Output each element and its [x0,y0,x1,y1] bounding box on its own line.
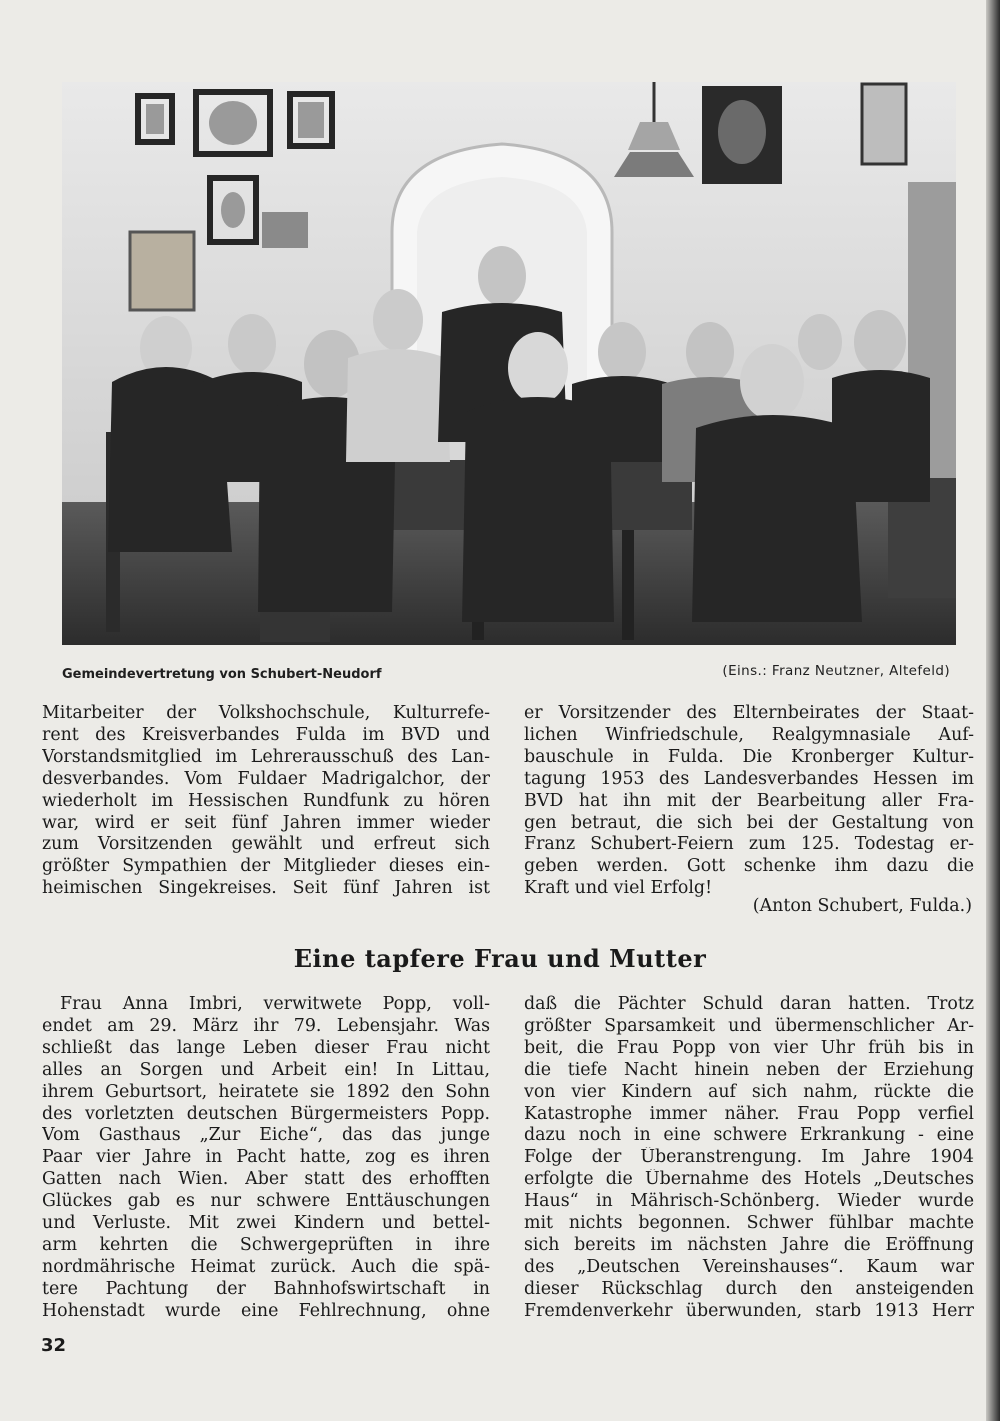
text-line: ihrem Geburtsort, heiratete sie 1892 den Sohn [42,1081,490,1102]
article-heading: Eine tapfere Frau und Mutter [293,944,707,973]
text-line: dieser Rückschlag durch den ansteigenden [524,1278,974,1299]
text-line: Mitarbeiter der Volkshochschule, Kulturrefe- [42,703,490,723]
text-line: schließt das lange Leben dieser Frau nicht [42,1037,490,1058]
text-line: rent des Kreisverbandes Fulda im BVD und [42,724,490,745]
text-line: des „Deutschen Vereinshauses“. Kaum war [524,1256,974,1277]
text-line: größter Sympathien der Mitglieder dieses ein- [42,856,490,877]
article1-column-left [42,703,490,900]
text-line: zum Vorsitzenden gewählt und erfreut sich [42,834,490,855]
photo-caption: Gemeindevertretung von Schubert-Neudorf [62,667,382,682]
text-line: geben werden. Gott schenke ihm dazu die [524,856,974,877]
text-line: Vom Gasthaus „Zur Eiche“, das das junge [42,1125,490,1146]
text-line: erfolgte die Übernahme des Hotels „Deutsches [524,1169,974,1190]
text-line: Glückes gab es nur schwere Enttäuschungen [42,1191,490,1212]
text-line: alles an Sorgen und Arbeit ein! In Littau, [42,1059,490,1080]
text-line: bauschule in Fulda. Die Kronberger Kultur- [524,746,974,767]
text-line: lichen Winfriedschule, Realgymnasiale Auf- [524,724,974,745]
text-line: sich bereits im nächsten Jahre die Eröffnung [524,1234,974,1255]
text-line: daß die Pächter Schuld daran hatten. Trotz [524,994,974,1014]
text-line: tere Pachtung der Bahnhofswirtschaft in [42,1278,490,1299]
group-photo [62,82,956,645]
text-line: desverbandes. Vom Fuldaer Madrigalchor, der [42,768,490,789]
text-line: Folge der Überanstrengung. Im Jahre 1904 [524,1147,974,1168]
text-line: Fremdenverkehr überwunden, starb 1913 Herr [524,1300,974,1321]
text-line: Haus“ in Mährisch-Schönberg. Wieder wurde [524,1191,974,1212]
text-line: tagung 1953 des Landesverbandes Hessen im [524,768,974,789]
text-line: mit nichts begonnen. Schwer fühlbar machte [524,1213,974,1234]
text-line: endet am 29. März ihr 79. Lebensjahr. Was [42,1015,490,1036]
page-number: 32 [41,1335,67,1356]
text-line: BVD hat ihn mit der Bearbeitung aller Fra- [524,790,974,811]
text-line: Frau Anna Imbri, verwitwete Popp, voll- [60,994,490,1014]
text-line: dazu noch in eine schwere Erkrankung - eine [524,1125,974,1146]
text-line: Gatten nach Wien. Aber statt des erhofften [42,1169,490,1190]
article2-column-right [524,994,974,1323]
text-line: von vier Kindern auf sich nahm, rückte die [524,1081,974,1102]
text-line: Franz Schubert-Feiern zum 125. Todestag er- [524,834,974,855]
text-line: nordmährische Heimat zurück. Auch die spä- [42,1256,490,1277]
text-line: die tiefe Nacht hinein neben der Erziehung [524,1059,974,1080]
text-line: gen betraut, die sich bei der Gestaltung von [524,812,974,833]
text-line: Katastrophe immer näher. Frau Popp verfiel [524,1103,974,1124]
text-line: und Verluste. Mit zwei Kindern und bettel- [42,1213,490,1234]
text-line: Paar vier Jahre in Pacht hatte, zog es ihren [42,1147,490,1168]
group-photo-illustration [62,82,956,645]
text-line: beit, die Frau Popp von vier Uhr früh bis in [524,1037,974,1058]
text-line: heimischen Singekreises. Seit fünf Jahren ist [42,878,490,899]
text-line: wiederholt im Hessischen Rundfunk zu hören [42,790,490,811]
text-line: Hohenstadt wurde eine Fehlrechnung, ohne [42,1300,490,1321]
article2-column-left [42,994,490,1323]
page-edge-shadow [986,0,1000,1421]
text-line: Vorstandsmitglied im Lehrerausschuß des Lan- [42,746,490,767]
text-line: er Vorsitzender des Elternbeirates der Staat- [524,703,974,723]
article1-column-right [524,703,974,900]
text-line: größter Sparsamkeit und übermenschlicher Ar- [524,1015,974,1036]
photo-credit: (Eins.: Franz Neutzner, Altefeld) [722,663,950,679]
text-line: arm kehrten die Schwergeprüften in ihre [42,1234,490,1255]
author-signature: (Anton Schubert, Fulda.) [752,896,972,916]
text-line: war, wird er seit fünf Jahren immer wieder [42,812,490,833]
text-line: des vorletzten deutschen Bürgermeisters Popp. [42,1103,490,1124]
text-line: Kraft und viel Erfolg! [524,878,713,899]
